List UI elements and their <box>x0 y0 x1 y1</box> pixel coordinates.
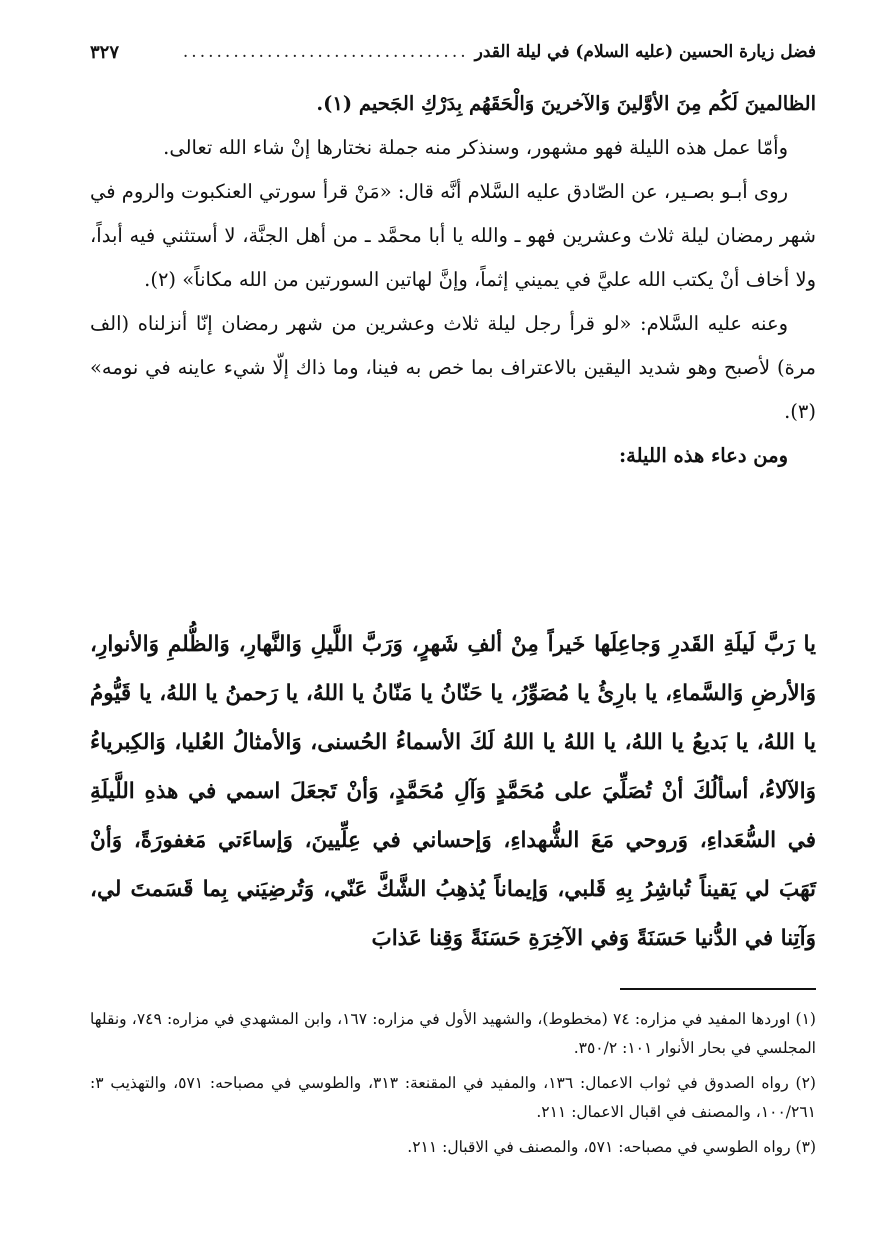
footnote: (١) اوردها المفيد في مزاره: ٧٤ (مخطوط)، والشهيد الأول في مزاره: ١٦٧، وابن المشهدي في مزاره: ٧٤٩، ونقلها المجلسي في بحار الأنوار ١٠١: ٣٥٠/٢. <box>90 1010 816 1057</box>
header-title: فضل زيارة الحسين (عليه السلام) في ليلة القدر <box>474 42 816 62</box>
section-heading: ومن دعاء هذه الليلة: <box>618 444 788 467</box>
main-text <box>90 82 816 478</box>
book-page <box>90 30 816 1230</box>
footnotes <box>90 1005 816 1168</box>
paragraph: وأمّا عمل هذه الليلة فهو مشهور، وسنذكر منه جملة نختارها إنْ شاء الله تعالى. <box>163 136 788 159</box>
paragraph: وعنه عليه السَّلام: «لو قرأ رجل ليلة ثلاث وعشرين من شهر رمضان إنّا أنزلناه (الف مرة) لأصبح وهو شديد اليقين بالاعتراف بما خص به فينا، وما ذاك إلّا شيء عاينه في نومه» (٣). <box>90 312 816 423</box>
running-header <box>90 34 816 70</box>
page-number: ٣٢٧ <box>90 41 120 63</box>
header-leader-dots: .................................. <box>182 42 469 62</box>
paragraph: روى أبـو بصـير، عن الصّادق عليه السَّلام أنَّه قال: «مَنْ قرأ سورتي العنكبوت والروم في شهر رمضان ليلة ثلاث وعشرين فهو ـ والله يا أبا محمَّد ـ من أهل الجنَّة، لا أستثني فيه أبداً، ولا أخاف أنْ يكتب الله عليَّ في يميني إثماً، وإنَّ لهاتين السورتين من الله مكاناً» (٢). <box>90 180 816 291</box>
footnote-separator <box>620 988 816 990</box>
footnote: (٣) رواه الطوسي في مصباحه: ٥٧١، والمصنف في الاقبال: ٢١١. <box>407 1138 816 1156</box>
prayer-paragraph: يا رَبَّ لَيلَةِ القَدرِ وَجاعِلَها خَيراً مِنْ ألفِ شَهرٍ، وَرَبَّ اللَّيلِ وَالنَّهارِ، وَالظُّلمِ وَالأنوارِ، وَالأرضِ وَالسَّماءِ، يا بارِئُ يا مُصَوِّرُ، يا حَنّانُ يا مَنّانُ يا اللهُ، يا رَحمنُ يا اللهُ، يا قَيُّومُ يا اللهُ، يا بَديعُ يا اللهُ، يا اللهُ يا اللهُ لَكَ الأسماءُ الحُسنى، وَالأمثالُ العُليا، وَالكِبرياءُ وَالآلاءُ، أسألُكَ أنْ تُصَلِّيَ على مُحَمَّدٍ وَآلِ مُحَمَّدٍ، وَأنْ تَجعَلَ اسمي في هذهِ اللَّيلَةِ في السُّعَداءِ، وَروحي مَعَ الشُّهداءِ، وَإحساني في عِلِّيينَ، وَإساءَتي مَغفورَةً، وَأنْ تَهَبَ لي يَقيناً تُباشِرُ بِهِ قَلبي، وَإيماناً يُذهِبُ الشَّكَّ عَنّي، وَتُرضِيَني بِما قَسَمتَ لي، وَآتِنا في الدُّنيا حَسَنَةً وَفي الآخِرَةِ حَسَنَةً وَقِنا عَذابَ <box>90 632 816 951</box>
prayer-text <box>90 620 816 963</box>
paragraph: الظالمينَ لَكُم مِنَ الأوَّلينَ وَالآخرينَ وَالْحَقَهُم بِدَرْكِ الجَحيم (١). <box>316 92 816 115</box>
footnote: (٢) رواه الصدوق في ثواب الاعمال: ١٣٦، والمفيد في المقنعة: ٣١٣، والطوسي في مصباحه: ٥٧١، والتهذيب ٣: ١٠٠/٢٦١، والمصنف في اقبال الاعمال: ٢١١. <box>90 1074 816 1121</box>
